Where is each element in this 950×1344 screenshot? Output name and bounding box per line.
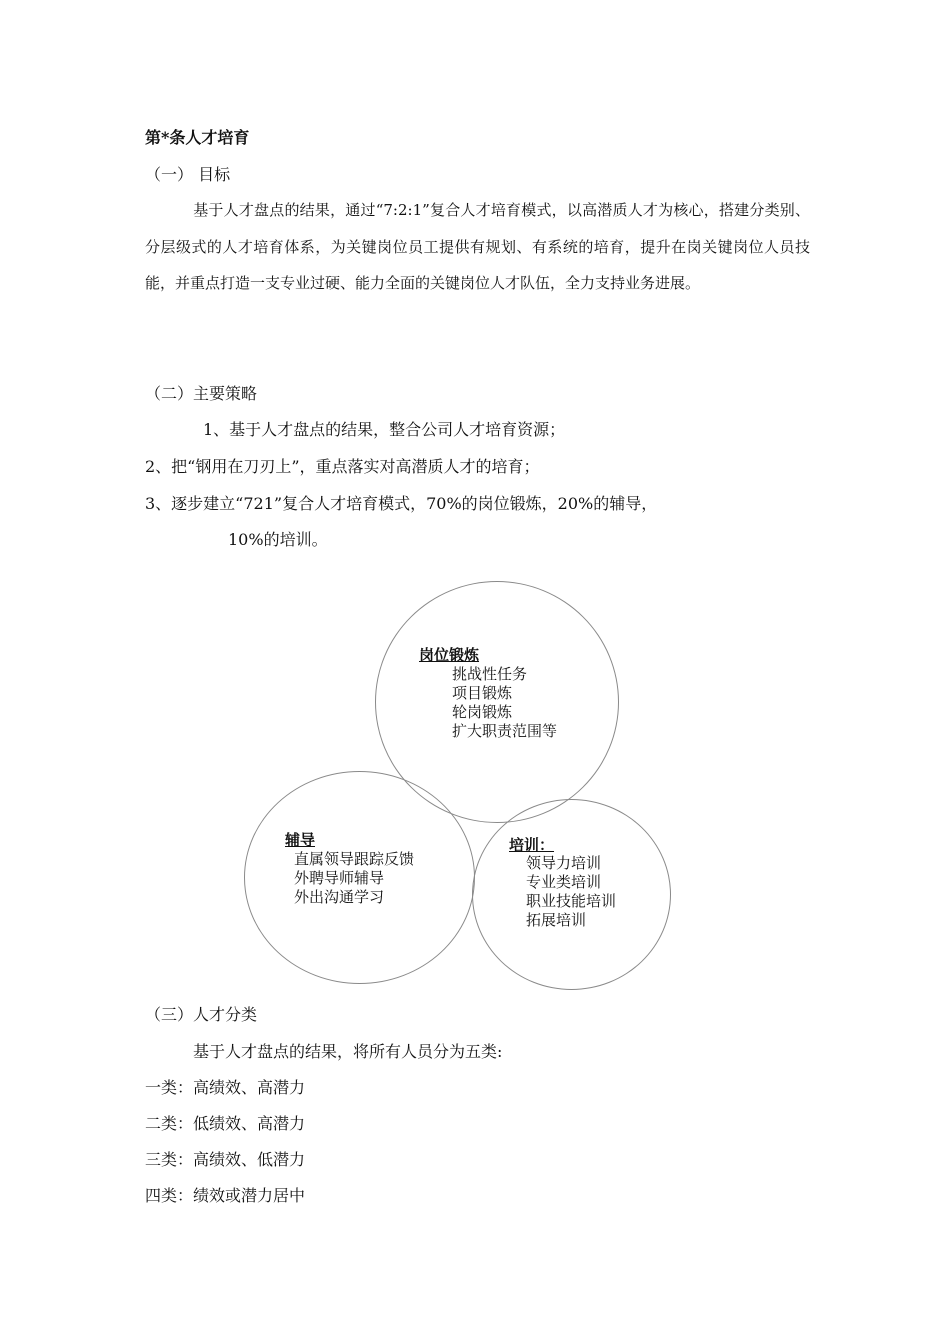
goal-paragraph-text: 基于人才盘点的结果，通过“7:2:1”复合人才培育模式，以高潜质人才为核心，搭建分类别、分层级式的人才培育体系，为关键岗位员工提供有规划、有系统的培育，提升在岗关键岗位人员技能，并重点打造一支专业过硬、能力全面的关键岗位人才队伍，全力支持业务进展。 (145, 201, 810, 292)
strategy-item-3: 3、逐步建立“721”复合人才培育模式，70%的岗位锻炼，20%的辅导， (145, 494, 658, 513)
job-practice-item: 轮岗锻炼 (452, 703, 513, 721)
classification-heading: （三）人才分类 (145, 1005, 258, 1024)
coaching-title: 辅导 (285, 831, 316, 849)
job-practice-item: 扩大职责范围等 (452, 722, 558, 740)
classification-item: 三类：高绩效、低潜力 (145, 1150, 306, 1169)
strategy-item-3-cont: 10%的培训。 (228, 530, 328, 549)
training-item: 职业技能培训 (526, 892, 617, 910)
training-item: 拓展培训 (526, 911, 587, 929)
strategy-heading: （二）主要策略 (145, 384, 258, 403)
coaching-item: 外聘导师辅导 (294, 869, 385, 887)
job-practice-item: 挑战性任务 (452, 665, 528, 683)
classification-item: 二类：低绩效、高潜力 (145, 1114, 306, 1133)
job-practice-item: 项目锻炼 (452, 684, 513, 702)
coaching-item: 直属领导跟踪反馈 (294, 850, 415, 868)
training-title: 培训： (509, 836, 555, 854)
training-item: 领导力培训 (526, 854, 602, 872)
classification-item: 一类：高绩效、高潜力 (145, 1078, 306, 1097)
job-practice-title: 岗位锻炼 (419, 646, 480, 664)
goal-paragraph (145, 192, 810, 302)
strategy-item-1: 1、基于人才盘点的结果，整合公司人才培育资源； (203, 420, 566, 439)
classification-intro: 基于人才盘点的结果，将所有人员分为五类: (193, 1042, 503, 1061)
strategy-item-2: 2、把“钢用在刀刃上”，重点落实对高潜质人才的培育； (145, 457, 540, 476)
goal-heading: （一） 目标 (145, 165, 231, 184)
classification-item: 四类：绩效或潜力居中 (145, 1186, 306, 1205)
coaching-item: 外出沟通学习 (294, 888, 385, 906)
training-item: 专业类培训 (526, 873, 602, 891)
section-title: 第*条人才培育 (145, 128, 250, 147)
